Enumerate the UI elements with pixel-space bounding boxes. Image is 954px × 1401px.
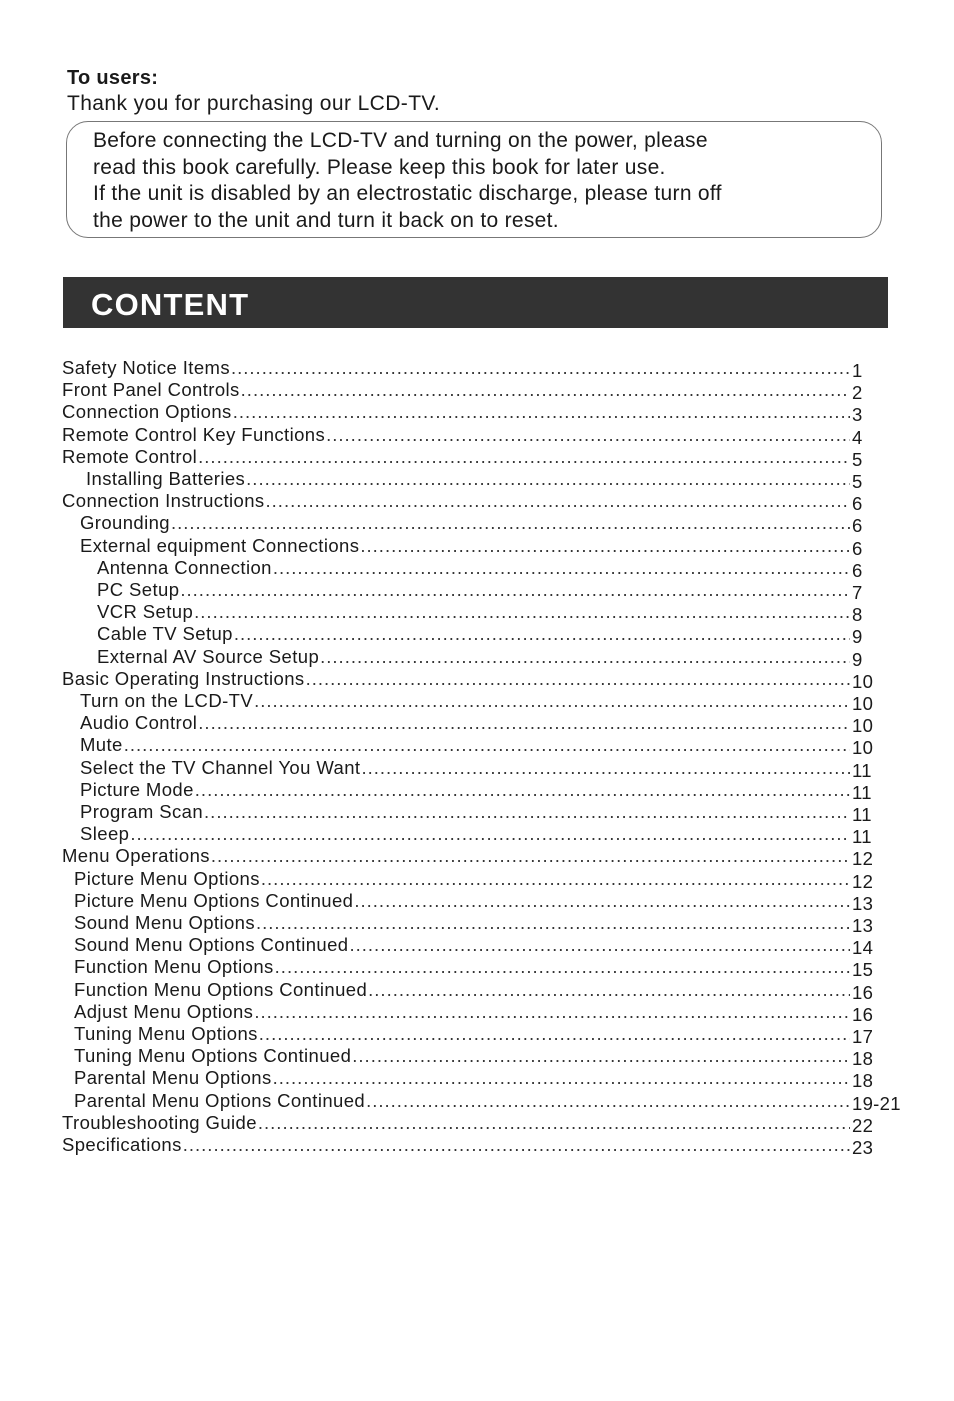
toc-entry	[80, 690, 850, 712]
to-users-heading: To users:	[67, 67, 159, 89]
toc-entry-page: 12	[852, 848, 874, 870]
toc-dot-leader	[231, 357, 850, 379]
toc-entry-page: 11	[852, 781, 872, 803]
toc-entry-page: 5	[852, 448, 863, 470]
toc-dot-leader	[326, 424, 850, 446]
toc-entry-page: 6	[852, 537, 863, 559]
toc-dot-leader	[352, 1045, 850, 1067]
toc-entry-label: Antenna Connection	[97, 556, 272, 578]
toc-entry	[80, 734, 850, 756]
toc-entry	[80, 512, 850, 534]
content-header-bar	[63, 277, 888, 328]
toc-entry	[80, 712, 850, 734]
content-title: CONTENT	[91, 287, 250, 322]
notice-line: Before connecting the LCD-TV and turning on the power, please	[93, 129, 708, 152]
toc-entry	[86, 468, 850, 490]
toc-entry	[74, 1045, 850, 1067]
toc-entry-label: Picture Mode	[80, 778, 194, 800]
toc-entry	[62, 446, 850, 468]
toc-entry-label: VCR Setup	[97, 601, 194, 623]
toc-entry-label: Picture Menu Options	[74, 867, 260, 889]
toc-entry-page: 16	[852, 981, 874, 1003]
toc-entry-label: Tuning Menu Options Continued	[74, 1045, 352, 1067]
toc-entry-label: Safety Notice Items	[62, 357, 230, 378]
toc-entry-page: 18	[852, 1070, 874, 1092]
toc-entry	[74, 934, 850, 956]
toc-dot-leader	[258, 1112, 850, 1134]
toc-entry	[74, 956, 850, 978]
toc-dot-leader	[198, 446, 850, 468]
toc-entry	[62, 424, 850, 446]
toc-dot-leader	[261, 868, 850, 890]
toc-entry-page: 12	[852, 870, 874, 892]
toc-dot-leader	[183, 1134, 850, 1156]
toc-entry	[62, 1112, 850, 1134]
toc-entry-page: 23	[852, 1137, 874, 1158]
toc-entry-page: 9	[852, 648, 863, 670]
toc-entry	[74, 1090, 850, 1112]
toc-entry	[80, 801, 850, 823]
toc-entry-label: Sound Menu Options	[74, 912, 256, 933]
toc-entry-label: External AV Source Setup	[97, 645, 320, 667]
toc-entry-label: Picture Menu Options Continued	[74, 889, 354, 911]
toc-dot-leader	[234, 623, 850, 645]
toc-entry-page: 11	[852, 759, 872, 781]
toc-entry-page: 11	[852, 826, 872, 848]
toc-dot-leader	[246, 468, 850, 490]
toc-dot-leader	[354, 890, 850, 912]
notice-line: read this book carefully. Please keep this book for later use.	[93, 155, 666, 179]
toc-entry-label: Adjust Menu Options	[74, 1000, 254, 1022]
toc-entry-label: Basic Operating Instructions	[62, 667, 305, 689]
toc-entry	[97, 557, 850, 579]
thanks-text: Thank you for purchasing our LCD-TV.	[67, 92, 441, 115]
toc-entry-page: 13	[852, 892, 874, 914]
toc-entry-page: 4	[852, 426, 863, 448]
toc-entry-label: Turn on the LCD-TV	[80, 690, 254, 711]
toc-dot-leader	[266, 490, 850, 512]
toc-entry	[62, 668, 850, 690]
toc-entry-label: Cable TV Setup	[97, 623, 233, 645]
toc-entry-page: 7	[852, 582, 863, 603]
notice-line: the power to the unit and turn it back on to reset.	[93, 208, 559, 232]
toc-entry-page: 13	[852, 915, 874, 936]
toc-entry	[62, 845, 850, 867]
toc-entry-label: Front Panel Controls	[62, 379, 240, 401]
toc-dot-leader	[130, 823, 850, 845]
toc-entry-page: 17	[852, 1026, 874, 1047]
toc-entry	[80, 757, 850, 779]
toc-entry-label: Connection Options	[62, 401, 232, 423]
toc-entry-label: Parental Menu Options Continued	[74, 1089, 366, 1111]
toc-entry	[80, 823, 850, 845]
toc-entry-page: 10	[852, 715, 874, 737]
toc-entry	[80, 779, 850, 801]
toc-entry-page: 9	[852, 626, 863, 648]
toc-entry-label: Select the TV Channel You Want	[80, 756, 361, 778]
toc-entry-page: 6	[852, 493, 863, 515]
toc-entry-label: Troubleshooting Guide	[62, 1111, 257, 1133]
toc-entry-page: 11	[852, 804, 872, 825]
toc-entry-label: Mute	[80, 734, 123, 756]
toc-entry	[74, 1067, 850, 1089]
toc-entry-label: Function Menu Options	[74, 956, 274, 978]
toc-entry	[80, 535, 850, 557]
toc-entry-label: Audio Control	[80, 712, 198, 734]
toc-dot-leader	[256, 912, 850, 934]
toc-dot-leader	[368, 979, 850, 1001]
notice-line: If the unit is disabled by an electrostatic discharge, please turn off	[93, 182, 722, 205]
toc-dot-leader	[241, 379, 850, 401]
toc-entry-label: Grounding	[80, 512, 170, 534]
toc-entry-page: 6	[852, 515, 863, 537]
toc-entry	[97, 601, 850, 623]
toc-dot-leader	[360, 535, 850, 557]
toc-dot-leader	[320, 646, 850, 668]
toc-entry-label: Sleep	[80, 823, 130, 845]
toc-entry	[62, 1134, 850, 1156]
toc-entry-page: 18	[852, 1048, 874, 1070]
toc-dot-leader	[361, 757, 850, 779]
toc-entry	[97, 623, 850, 645]
toc-dot-leader	[233, 401, 850, 423]
toc-entry	[97, 646, 850, 668]
toc-entry	[62, 379, 850, 401]
toc-entry-page: 5	[852, 471, 863, 492]
toc-entry	[62, 357, 850, 379]
toc-entry-label: PC Setup	[97, 579, 180, 600]
toc-entry	[74, 890, 850, 912]
toc-entry-page: 15	[852, 959, 874, 981]
toc-entry-page: 19-21	[852, 1092, 901, 1114]
toc-entry	[74, 979, 850, 1001]
toc-entry-page: 10	[852, 670, 874, 692]
toc-entry-label: Function Menu Options Continued	[74, 978, 368, 1000]
toc-dot-leader	[350, 934, 851, 956]
toc-dot-leader	[275, 956, 850, 978]
toc-dot-leader	[204, 801, 850, 823]
toc-entry-label: Specifications	[62, 1134, 182, 1155]
toc-entry-label: Parental Menu Options	[74, 1067, 272, 1089]
toc-entry-label: Remote Control	[62, 445, 198, 467]
toc-entry	[74, 1001, 850, 1023]
toc-entry-page: 1	[852, 360, 863, 381]
toc-dot-leader	[171, 512, 850, 534]
toc-entry-label: Connection Instructions	[62, 490, 265, 512]
toc-entry-label: Program Scan	[80, 801, 204, 822]
toc-entry	[74, 912, 850, 934]
toc-dot-leader	[273, 557, 850, 579]
notice-box	[66, 121, 882, 238]
toc-entry-page: 10	[852, 737, 874, 759]
toc-entry-label: Sound Menu Options Continued	[74, 934, 349, 956]
toc-entry-label: Tuning Menu Options	[74, 1023, 258, 1044]
toc-entry-label: Menu Operations	[62, 845, 210, 867]
toc-entry	[62, 490, 850, 512]
toc-entry-page: 22	[852, 1114, 874, 1136]
toc-dot-leader	[194, 601, 850, 623]
toc-dot-leader	[259, 1023, 850, 1045]
toc-dot-leader	[273, 1067, 850, 1089]
toc-entry-page: 16	[852, 1003, 874, 1025]
toc-dot-leader	[180, 579, 850, 601]
toc-dot-leader	[254, 690, 850, 712]
toc-dot-leader	[124, 734, 850, 756]
toc-entry-page: 8	[852, 604, 863, 626]
toc-entry-page: 10	[852, 693, 874, 714]
toc-entry	[74, 1023, 850, 1045]
toc-entry-page: 2	[852, 382, 863, 404]
toc-entry-label: External equipment Connections	[80, 534, 360, 556]
toc-entry-page: 6	[852, 559, 863, 581]
toc-entry-page: 14	[852, 937, 874, 959]
toc-entry-label: Remote Control Key Functions	[62, 423, 326, 445]
toc-dot-leader	[198, 712, 850, 734]
toc-dot-leader	[195, 779, 850, 801]
toc-entry	[97, 579, 850, 601]
toc-entry	[74, 868, 850, 890]
toc-entry	[62, 401, 850, 423]
toc-dot-leader	[366, 1090, 850, 1112]
toc-dot-leader	[254, 1001, 850, 1023]
toc-dot-leader	[211, 845, 850, 867]
toc-entry-page: 3	[852, 404, 863, 426]
toc-entry-label: Installing Batteries	[86, 468, 246, 489]
toc-dot-leader	[306, 668, 850, 690]
